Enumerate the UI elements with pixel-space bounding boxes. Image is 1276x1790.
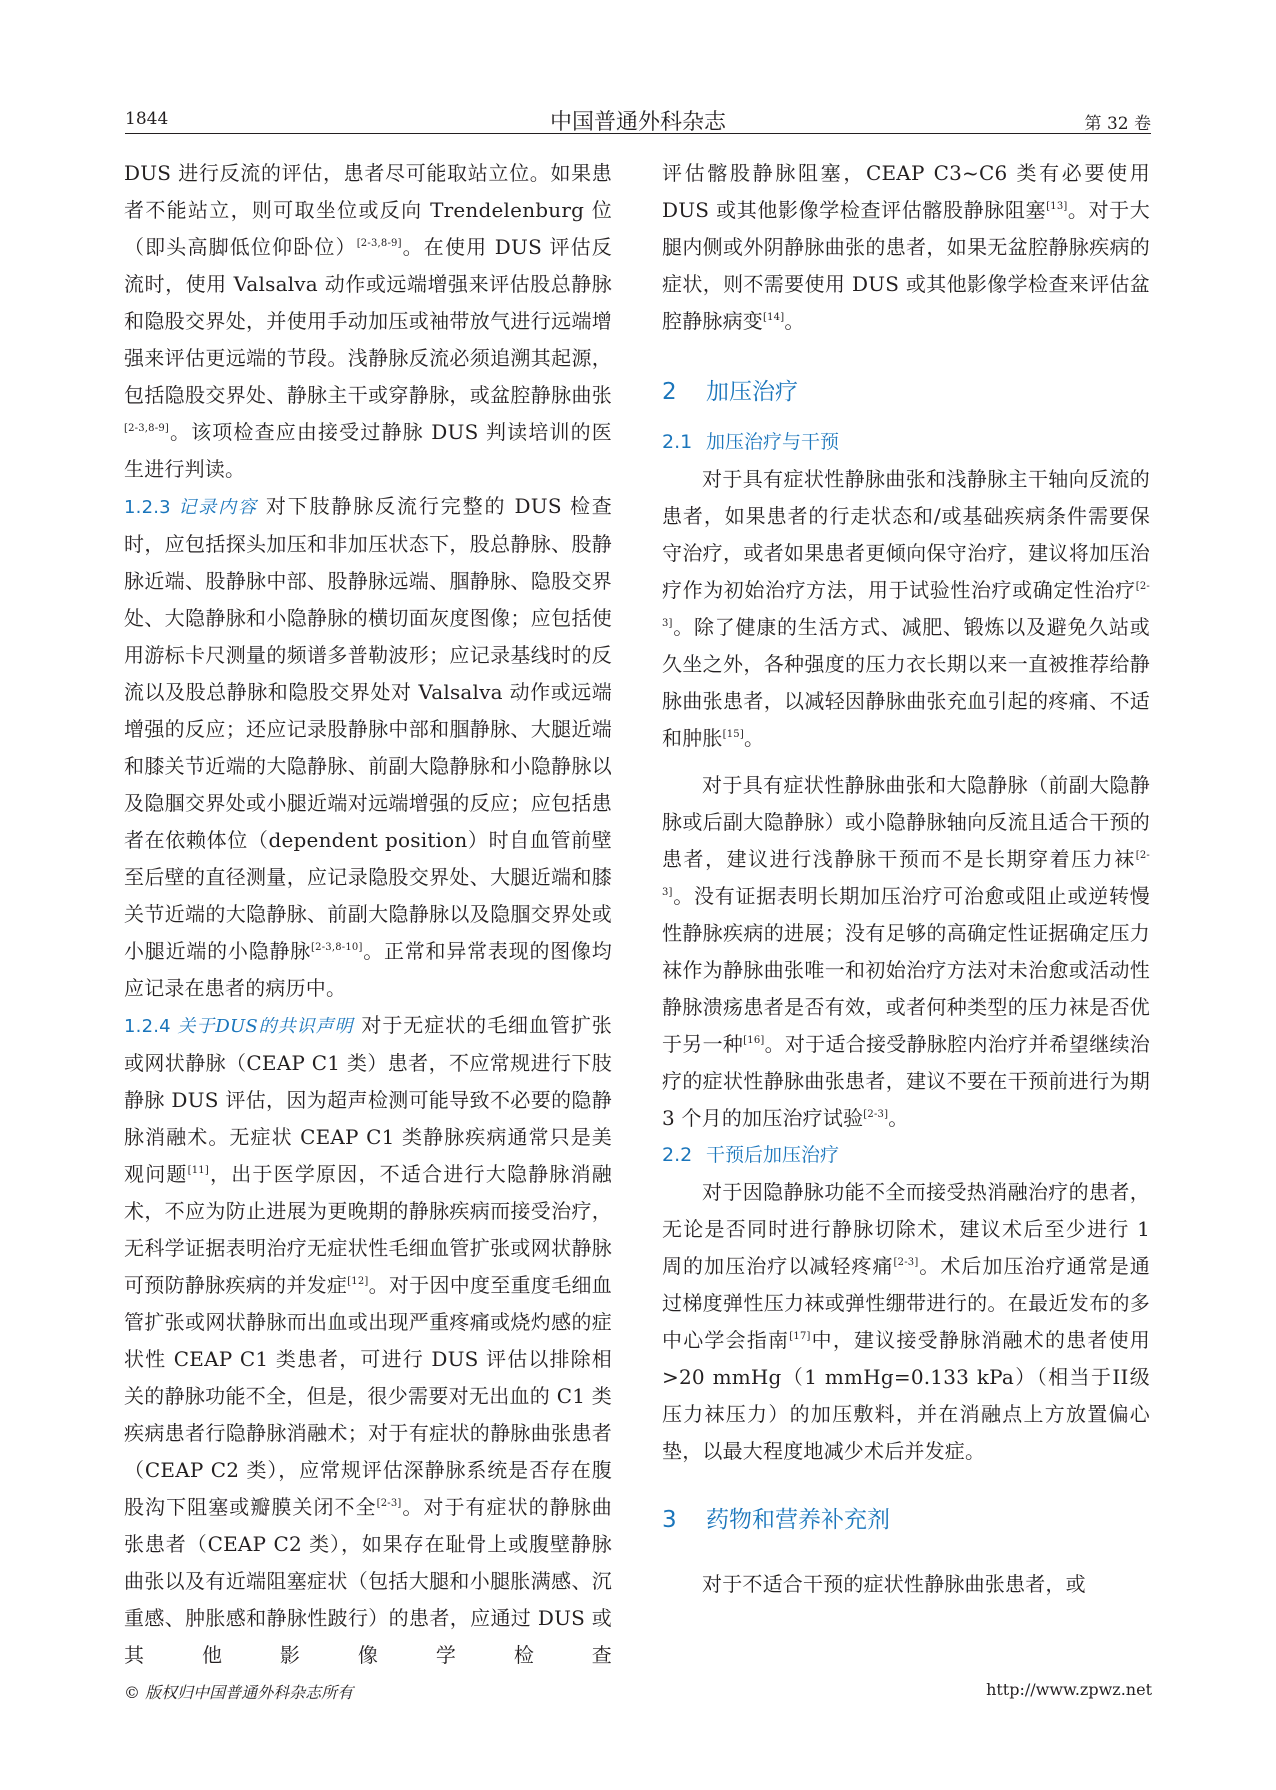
right-column	[662, 155, 1150, 1603]
citation[interactable]: [2-3]	[662, 581, 1150, 629]
citation[interactable]: [2-3,8-9]	[356, 238, 402, 249]
citation[interactable]: [14]	[763, 312, 785, 323]
subsection-heading: 1.2.4 关于DUS的共识声明	[124, 1016, 354, 1037]
paragraph: 对于具有症状性静脉曲张和大隐静脉（前副大隐静脉或后副大隐静脉）或小隐静脉轴向反流且适合干预的患者，建议进行浅静脉干预而不是长期穿着压力袜[2-3]。没有证据表明长期加压治疗可治愈或阻止或逆转慢性静脉疾病的进展；没有足够的高确定性证据确定压力袜作为静脉曲张唯一和初始治疗方法对未治愈或活动性静脉溃疡患者是否有效，或者何种类型的压力袜是否优于另一种[16]。对于适合接受静脉腔内治疗并希望继续治疗的症状性静脉曲张患者，建议不要在干预前进行为期 3 个月的加压治疗试验[2-3]。	[662, 773, 1150, 1130]
citation[interactable]: [2-3]	[376, 1498, 402, 1509]
citation[interactable]: [2-3,8-9]	[124, 423, 169, 434]
subsection-heading-2-1: 2.1 加压治疗与干预	[662, 431, 840, 453]
subsection-1-2-4: 1.2.4 关于DUS的共识声明 对于无症状的毛细血管扩张或网状静脉（CEAP C1 类）患者，不应常规进行下肢静脉 DUS 评估，因为超声检测可能导致不必要的隐静脉消融术。无症状 CEAP C1 类静脉疾病通常只是美观问题[11]，出于医学原因，不适合进行大隐静脉消融术，不应为防止进展为更晚期的静脉疾病而接受治疗，无科学证据表明治疗无症状性毛细血管扩张或网状静脉可预防静脉疾病的并发症[12]。对于因中度至重度毛细血管扩张或网状静脉而出血或出现严重疼痛或烧灼感的症状性 CEAP C1 类患者，可进行 DUS 评估以排除相关的静脉功能不全，但是，很少需要对无出血的 C1 类疾病患者行隐静脉消融术；对于有症状的静脉曲张患者（CEAP C2 类），应常规评估深静脉系统是否存在腹股沟下阻塞或瓣膜关闭不全[2-3]。对于有症状的静脉曲张患者（CEAP C2 类），如果存在耻骨上或腹壁静脉曲张以及有近端阻塞症状（包括大腿和小腿胀满感、沉重感、肿胀感和静脉性跛行）的患者，应通过 DUS 或其他影像学检查	[124, 1013, 612, 1667]
citation[interactable]: [2-3,8-10]	[311, 942, 363, 953]
subsection-heading-2-2: 2.2 干预后加压治疗	[662, 1144, 840, 1166]
citation[interactable]: [11]	[187, 1165, 209, 1176]
citation[interactable]: [13]	[1046, 201, 1068, 212]
journal-url[interactable]: http://www.zpwz.net	[986, 1680, 1152, 1699]
running-header	[125, 103, 1151, 134]
citation[interactable]: [12]	[347, 1276, 369, 1287]
subsection-1-2-3: 1.2.3 记录内容 对下肢静脉反流行完整的 DUS 检查时，应包括探头加压和非加压状态下，股总静脉、股静脉近端、股静脉中部、股静脉远端、腘静脉、隐股交界处、大隐静脉和小隐静脉的横切面灰度图像；应包括使用游标卡尺测量的频谱多普勒波形；应记录基线时的反流以及股总静脉和隐股交界处对 Valsalva 动作或远端增强的反应；还应记录股静脉中部和腘静脉、大腿近端和膝关节近端的大隐静脉、前副大隐静脉和小隐静脉以及隐腘交界处或小腿近端对远端增强的反应；应包括患者在依赖体位（dependent position）时自血管前壁至后壁的直径测量，应记录隐股交界处、大腿近端和膝关节近端的大隐静脉、前副大隐静脉以及隐腘交界处或小腿近端的小隐静脉[2-3,8-10]。正常和异常表现的图像均应记录在患者的病历中。	[124, 494, 612, 1000]
paragraph: 评估髂股静脉阻塞，CEAP C3~C6 类有必要使用 DUS 或其他影像学检查评估髂股静脉阻塞[13]。对于大腿内侧或外阴静脉曲张的患者，如果无盆腔静脉疾病的症状，则不需要使用 DUS 或其他影像学检查来评估盆腔静脉病变[14]。	[662, 161, 1150, 333]
citation[interactable]: [17]	[789, 1331, 811, 1342]
journal-title: 中国普通外科杂志	[549, 110, 726, 135]
copyright-notice: © 版权归中国普通外科杂志所有	[124, 1683, 354, 1702]
citation[interactable]: [2-3]	[662, 850, 1150, 898]
page-number: 1844	[125, 109, 169, 129]
paragraph: 对于因隐静脉功能不全而接受热消融治疗的患者，无论是否同时进行静脉切除术，建议术后至少进行 1 周的加压治疗以减轻疼痛[2-3]。术后加压治疗通常是通过梯度弹性压力袜或弹性绷带进行的。在最近发布的多中心学会指南[17]中，建议接受静脉消融术的患者使用>20 mmHg（1 mmHg=0.133 kPa）（相当于II级压力袜压力）的加压敷料，并在消融点上方放置偏心垫，以最大程度地减少术后并发症。	[662, 1180, 1151, 1463]
paragraph: 对于不适合干预的症状性静脉曲张患者，或	[702, 1572, 1086, 1596]
citation[interactable]: [16]	[743, 1035, 765, 1046]
section-heading-3: 3 药物和营养补充剂	[662, 1507, 890, 1533]
paragraph: DUS 进行反流的评估，患者尽可能取站立位。如果患者不能站立，则可取坐位或反向 Trendelenburg 位（即头高脚低位仰卧位）[2-3,8-9]。在使用 DUS 评估反流时，使用 Valsalva 动作或远端增强来评估股总静脉和隐股交界处，并使用手动加压或袖带放气进行远端增强来评估更远端的节段。浅静脉反流必须追溯其起源，包括隐股交界处、静脉主干或穿静脉，或盆腔静脉曲张[2-3,8-9]。该项检查应由接受过静脉 DUS 判读培训的医生进行判读。	[124, 161, 612, 481]
left-column	[124, 155, 612, 1674]
citation[interactable]: [2-3]	[863, 1109, 889, 1120]
section-heading-2: 2 加压治疗	[662, 379, 798, 405]
subsection-heading: 1.2.3 记录内容	[124, 497, 258, 518]
citation[interactable]: [2-3]	[893, 1257, 919, 1268]
paragraph: 对于具有症状性静脉曲张和浅静脉主干轴向反流的患者，如果患者的行走状态和/或基础疾病条件需要保守治疗，或者如果患者更倾向保守治疗，建议将加压治疗作为初始治疗方法，用于试验性治疗或确定性治疗[2-3]。除了健康的生活方式、减肥、锻炼以及避免久站或久坐之外，各种强度的压力衣长期以来一直被推荐给静脉曲张患者，以减轻因静脉曲张充血引起的疼痛、不适和肿胀[15]。	[662, 467, 1150, 750]
citation[interactable]: [15]	[722, 729, 744, 740]
volume-label: 第 32 卷	[1084, 114, 1151, 134]
